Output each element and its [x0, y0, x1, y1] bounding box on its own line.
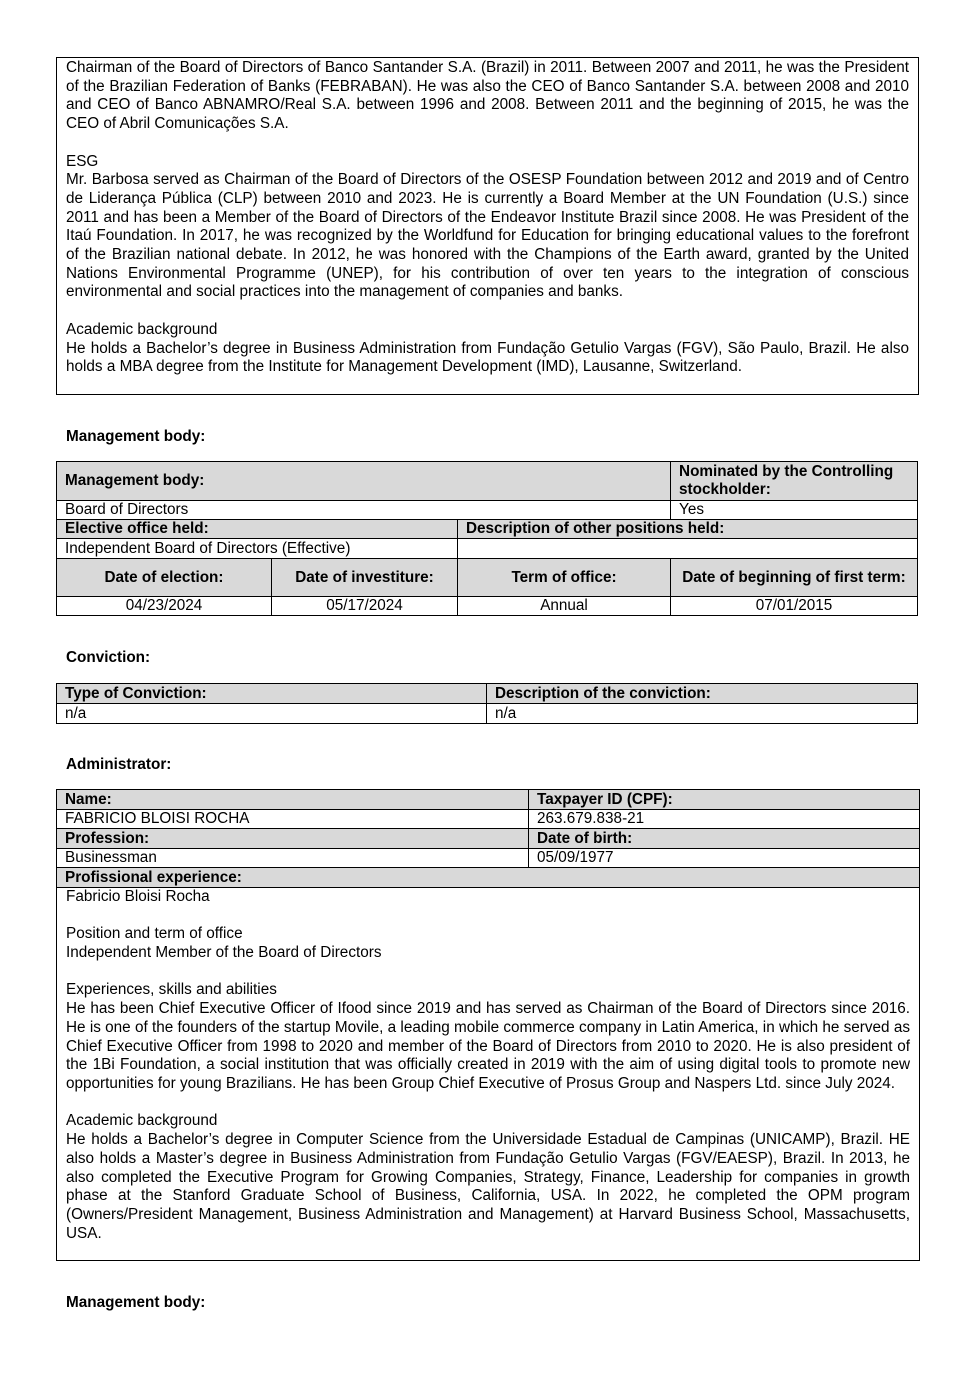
conviction-type-value: n/a — [57, 704, 487, 724]
conviction-type-label: Type of Conviction: — [57, 684, 487, 704]
previous-profile-box — [56, 57, 919, 395]
career-tail-text: Chairman of the Board of Directors of Banco Santander S.A. (Brazil) in 2011. Between 2007 and 2011, he was the President of the Brazilian Federation of Banks (FEBRABAN). He was also the CEO of Banco Santander S.A. between 2008 and 2010 and CEO of Banco ABNAMRO/Real S.A. between 1996 and 2008. Between 2011 and the beginning of 2015, he was the CEO of Abril Comunicações S.A. — [66, 59, 909, 133]
skills-heading: Experiences, skills and abilities — [66, 981, 277, 999]
conviction-description-value: n/a — [487, 704, 918, 724]
taxpayer-value: 263.679.838-21 — [529, 810, 920, 829]
conviction-description-label: Description of the conviction: — [487, 684, 918, 704]
position-heading: Position and term of office — [66, 925, 243, 943]
position-value: Independent Member of the Board of Directors — [66, 944, 382, 962]
birth-date-label: Date of birth: — [529, 829, 920, 849]
profession-label: Profession: — [57, 829, 529, 849]
esg-heading: ESG — [66, 152, 99, 170]
name-value: FABRICIO BLOISI ROCHA — [57, 810, 529, 829]
esg-text: Mr. Barbosa served as Chairman of the Board of Directors of the OSESP Foundation between 2012 and 2019 and of Centro de Liderança Pública (CLP) between 2010 and 2023. He is currently a Board Member at the UN Foundation (U.S.) since 2011 and has been a Member of the Board of Directors of the Endeavor Institute Brazil since 2008. He was President of the Itaú Foundation. In 2017, he was recognized by the Worldfund for Education for bringing educational values to the forefront of the Brazilian national debate. In 2012, he was honored with the Champions of the Earth award, granted by the United Nations Environmental Programme (UNEP), for his contribution of over ten years to the integration of conscious environmental and social practices into the management of companies and banks. — [66, 171, 909, 301]
nominated-label: Nominated by the Controlling stockholder: — [671, 462, 918, 501]
first-term-value: 07/01/2015 — [671, 597, 918, 616]
management-body-label: Management body: — [57, 462, 671, 501]
skills-text: He has been Chief Executive Officer of Ifood since 2019 and has served as Chairman of the Board of Directors since 2016. He is one of the founders of the startup Movile, a leading mobile commerce company in Latin America, in which he served as Chief Executive Officer from 1998 to 2020 and member of the Board of Directors from 2010 to 2020. He is also president of the 1Bi Foundation, a social institution that was officially created in 2019 with the aim of using digital tools to promote new opportunities for young Brazilians. He has been Group Chief Executive of Prosus Group and Naspers Ltd. since July 2024. — [66, 1000, 910, 1092]
management-body-title: Management body: — [66, 428, 206, 445]
other-positions-label: Description of other positions held: — [458, 520, 918, 539]
experience-label: Profissional experience: — [57, 868, 920, 888]
management-body-value: Board of Directors — [57, 501, 671, 520]
name-label: Name: — [57, 790, 529, 810]
conviction-table — [56, 683, 918, 724]
profession-value: Businessman — [57, 849, 529, 868]
academic-text-admin: He holds a Bachelor’s degree in Computer Science from the Universidade Estadual de Campinas (UNICAMP), Brazil. HE also holds a Master’s degree in Business Administration from Fundação Getulio Vargas (FGV/EAESP), Brazil. In 2013, he also completed the Executive Program for Growing Companies, Strategy, Finance, Leadership for companies in growth phase at the Stanford Graduate School of Business, California, USA. In 2022, he completed the OPM program (Owners/President Management, Business Administration and Management) at Harvard Business School, Massachusetts, USA. — [66, 1131, 910, 1242]
term-office-value: Annual — [458, 597, 671, 616]
administrator-table — [56, 789, 920, 1261]
date-investiture-label: Date of investiture: — [272, 559, 458, 597]
conviction-title: Conviction: — [66, 649, 151, 666]
first-term-label: Date of beginning of first term: — [671, 559, 918, 597]
management-body-title-next: Management body: — [66, 1294, 206, 1311]
management-body-table — [56, 461, 918, 616]
experience-content — [57, 888, 920, 1261]
term-office-label: Term of office: — [458, 559, 671, 597]
academic-heading: Academic background — [66, 320, 218, 338]
nominated-value: Yes — [671, 501, 918, 520]
other-positions-value — [458, 539, 918, 559]
person-name: Fabricio Bloisi Rocha — [66, 888, 210, 905]
date-election-label: Date of election: — [57, 559, 272, 597]
taxpayer-label: Taxpayer ID (CPF): — [529, 790, 920, 810]
academic-text: He holds a Bachelor’s degree in Business Administration from Fundação Getulio Vargas (FGV), São Paulo, Brazil. He also holds a MBA degree from the Institute for Management Development (IMD), Lausanne, Switzerland. — [66, 339, 909, 376]
date-election-value: 04/23/2024 — [57, 597, 272, 616]
administrator-title: Administrator: — [66, 756, 172, 773]
date-investiture-value: 05/17/2024 — [272, 597, 458, 616]
academic-heading-admin: Academic background — [66, 1112, 218, 1130]
elective-office-label: Elective office held: — [57, 520, 458, 539]
elective-office-value: Independent Board of Directors (Effective) — [57, 539, 458, 559]
birth-date-value: 05/09/1977 — [529, 849, 920, 868]
